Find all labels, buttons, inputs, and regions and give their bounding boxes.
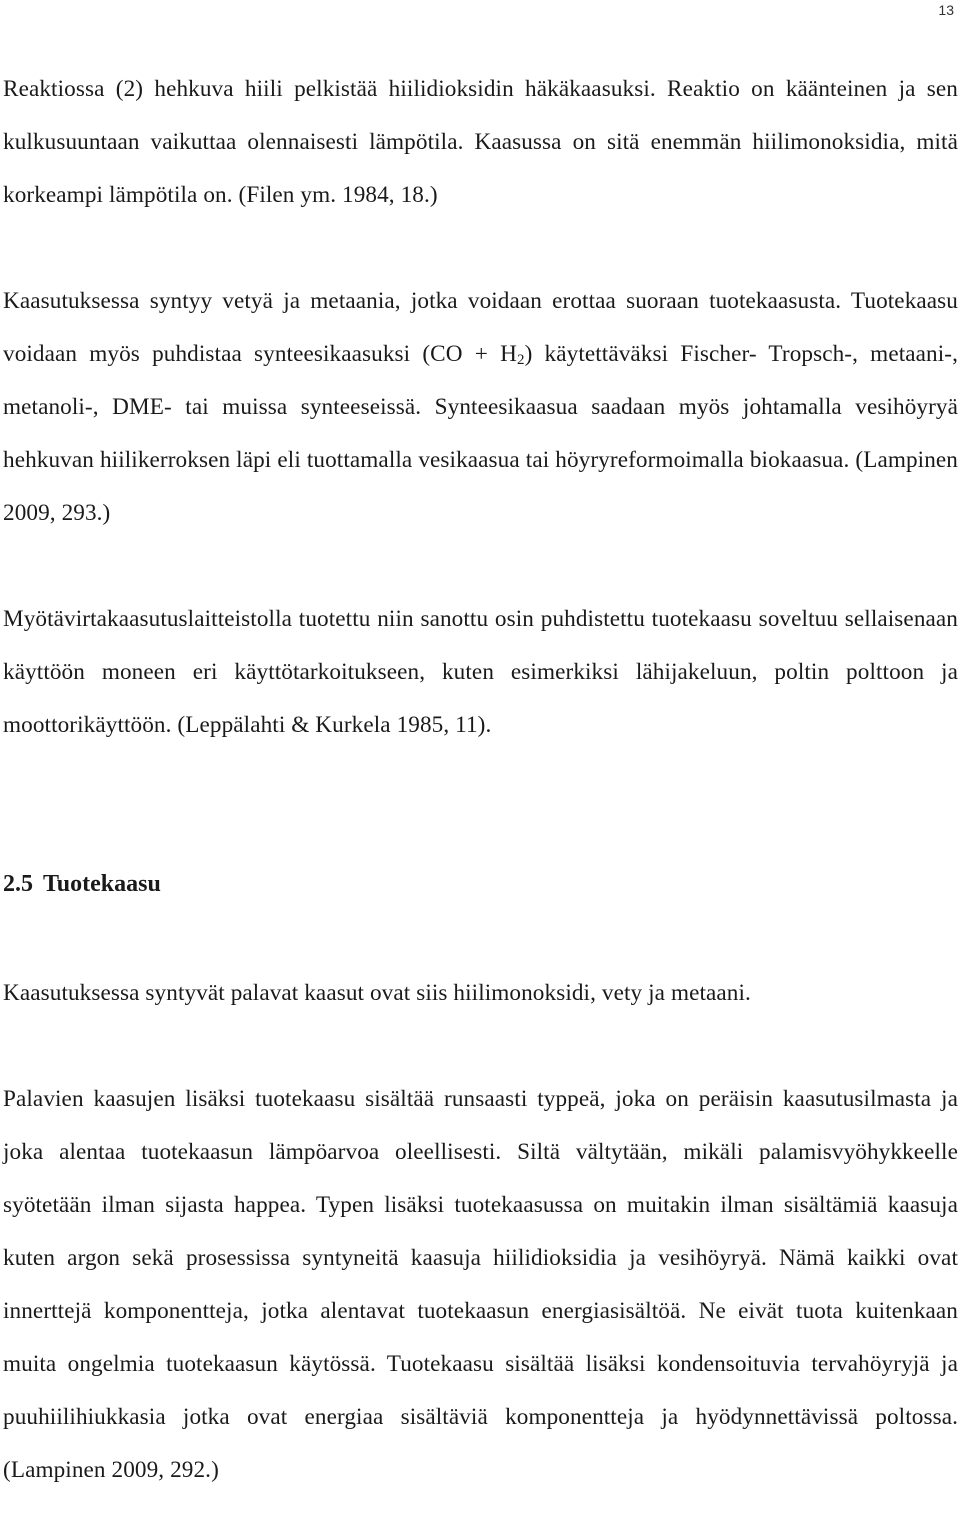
document-body [3, 63, 958, 1497]
paragraph-gap [3, 540, 958, 593]
paragraph-inert-components: Palavien kaasujen lisäksi tuotekaasu sisältää runsaasti typpeä, joka on peräisin kaasutusilmasta ja joka alentaa tuotekaasun lämpöarvoa oleellisesti. Siltä vältytään, mikäli palamisvyöhykkeelle syötetään ilman sijasta happea. Typen lisäksi tuotekaasussa on muitakin ilman sisältämiä kaasuja kuten argon sekä prosessissa syntyneitä kaasuja hiilidioksidia ja vesihöyryä. Nämä kaikki ovat innerttejä komponentteja, jotka alentavat tuotekaasun energiasisältöä. Ne eivät tuota kuitenkaan muita ongelmia tuotekaasun käytössä. Tuotekaasu sisältää lisäksi kondensoituvia tervahöyryjä ja puuhiilihiukkasia jotka ovat energiaa sisältäviä komponentteja ja hyödynnettävissä poltossa. (Lampinen 2009, 292.) [3, 1086, 958, 1483]
paragraph-combustible-gases: Kaasutuksessa syntyvät palavat kaasut ovat siis hiilimonoksidi, vety ja metaani. [3, 980, 751, 1006]
paragraph-gap [3, 1020, 958, 1073]
section-number: 2.5 [3, 871, 33, 897]
paragraph-downdraft: Myötävirtakaasutuslaitteistolla tuotettu niin sanottu osin puhdistettu tuotekaasu soveltuu sellaisenaan käyttöön moneen eri käyttötarkoitukseen, kuten esimerkiksi lähijakeluun, poltin polttoon ja moottorikäyttöön. (Leppälahti & Kurkela 1985, 11). [3, 606, 958, 738]
paragraph-synthesis-gas [3, 275, 958, 540]
page-number: 13 [938, 2, 954, 18]
hydrogen-subscript: 2 [516, 352, 525, 368]
section-title: Tuotekaasu [43, 871, 161, 897]
heading-gap [3, 911, 958, 967]
section-heading [3, 858, 958, 911]
section-gap [3, 752, 958, 858]
paragraph-gap [3, 222, 958, 275]
paragraph-synthesis-gas-text-1: Kaasutuksessa syntyy vetyä ja metaania, jotka voidaan erottaa suoraan tuotekaasusta. Tuotekaasu voidaan myös puhdistaa synteesikaasuksi (CO + H [3, 288, 958, 367]
paragraph-synthesis-gas-text-2: ) käytettäväksi Fischer- Tropsch-, metaani-, metanoli-, DME- tai muissa synteeseissä. Synteesikaasua saadaan myös johtamalla vesihöyryä hehkuvan hiilikerroksen läpi eli tuottamalla vesikaasua tai höyryreformoimalla biokaasua. (Lampinen 2009, 293.) [3, 341, 958, 526]
paragraph-reaction: Reaktiossa (2) hehkuva hiili pelkistää hiilidioksidin häkäkaasuksi. Reaktio on käänteinen ja sen kulkusuuntaan vaikuttaa olennaisesti lämpötila. Kaasussa on sitä enemmän hiilimonoksidia, mitä korkeampi lämpötila on. (Filen ym. 1984, 18.) [3, 76, 958, 208]
